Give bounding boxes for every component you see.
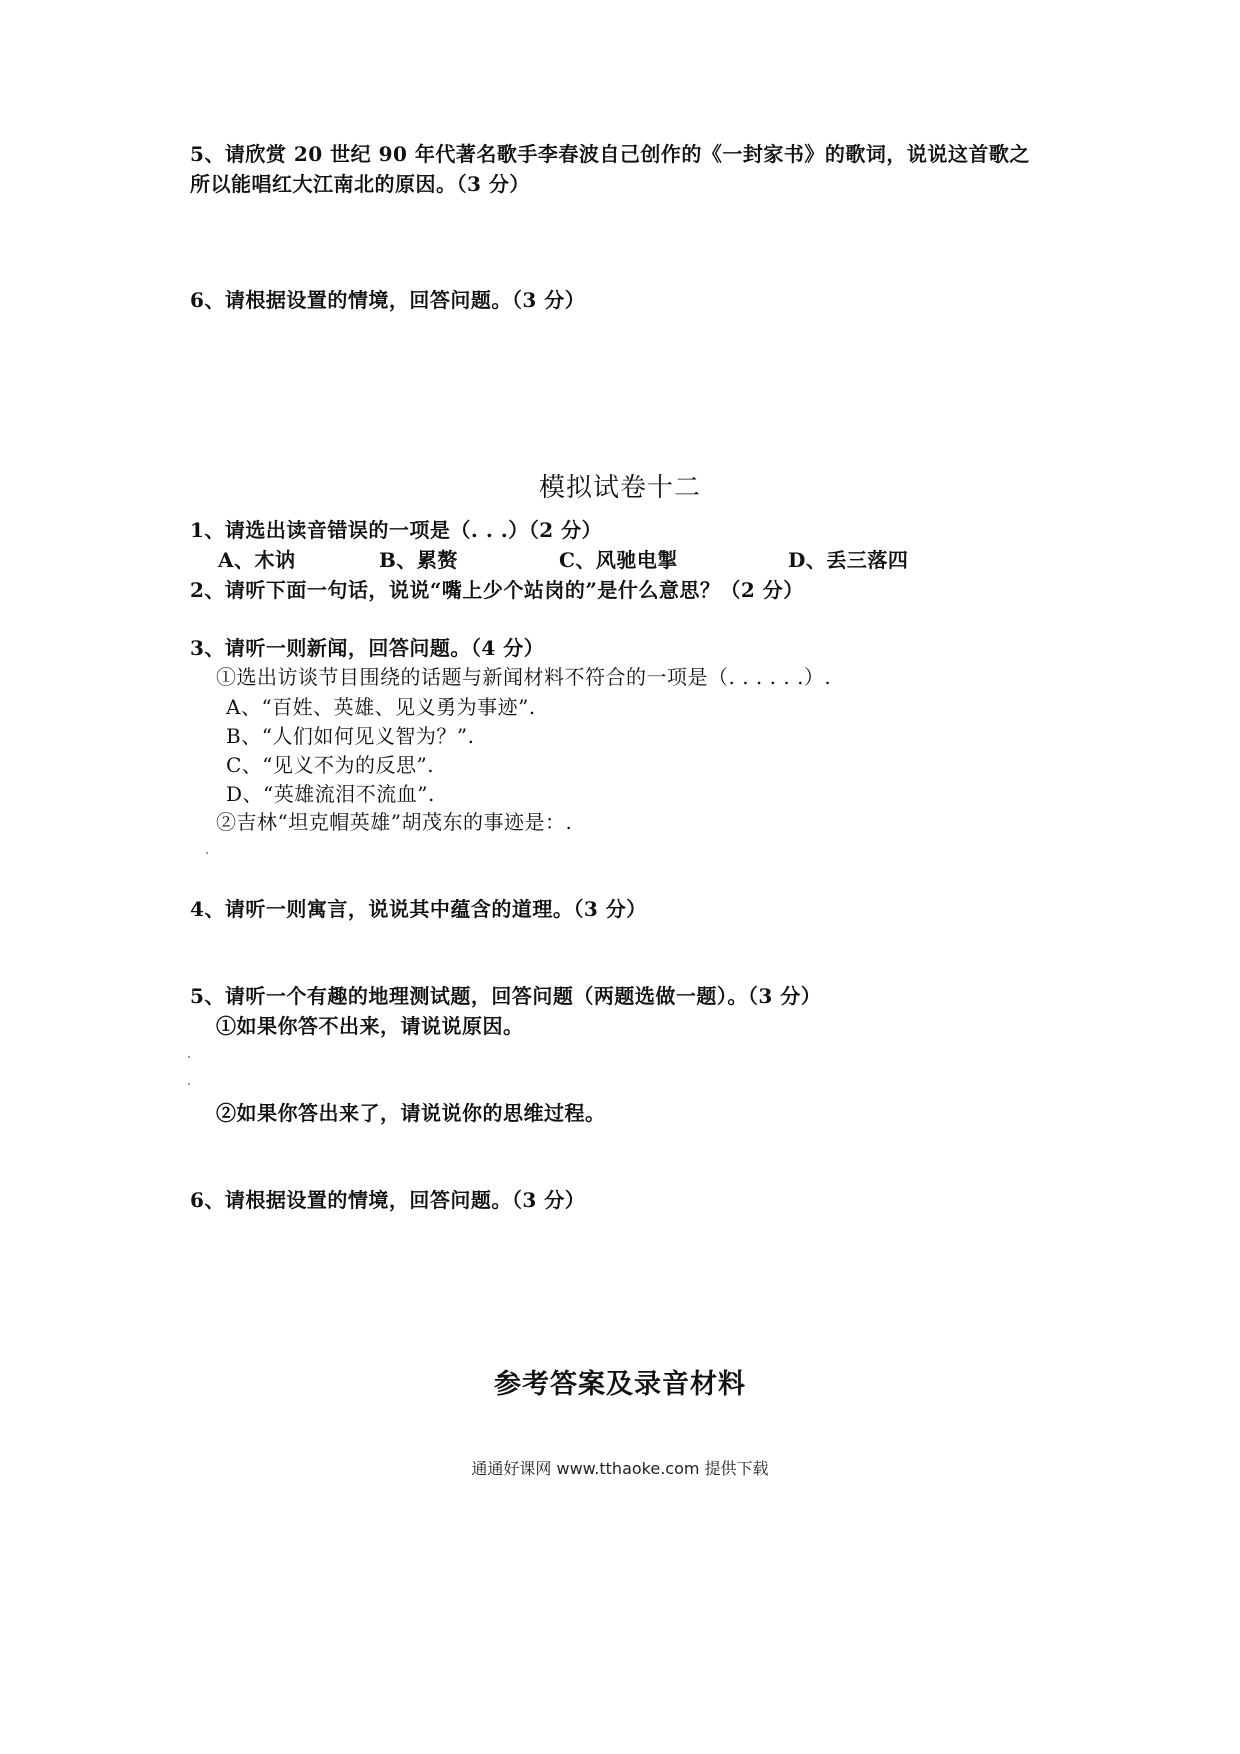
exam12-question-1: 1、请选出读音错误的一项是（. . .）（2 分） [190,518,603,542]
question-3-option-c: C、“见义不为的反思”. [226,753,435,777]
option-d: D、丢三落四 [788,548,909,572]
option-b: B、累赘 [379,548,458,572]
question-3-option-d: D、“英雄流泪不流血”. [226,782,435,806]
option-c: C、风驰电掣 [559,548,678,572]
page-footer: 通通好课网 www.tthaoke.com 提供下载 [471,1459,769,1478]
exam12-question-4: 4、请听一则寓言，说说其中蕴含的道理。（3 分） [190,897,647,921]
question-3-option-b: B、“人们如何见义智为？”. [226,724,475,748]
scan-speck [206,852,208,854]
scan-speck [188,1056,190,1058]
exam12-question-3: 3、请听一则新闻，回答问题。（4 分） [190,636,545,660]
option-a: A、木讷 [218,548,296,572]
question-5-line-2: 所以能唱红大江南北的原因。（3 分） [190,172,530,196]
exam12-question-6: 6、请根据设置的情境，回答问题。（3 分） [190,1188,586,1212]
question-3-sub-1: ①选出访谈节目围绕的话题与新闻材料不符合的一项是（. . . . . .）. [216,665,832,689]
question-3-sub-2: ②吉林“坦克帽英雄”胡茂东的事迹是：. [216,810,573,834]
question-6: 6、请根据设置的情境，回答问题。（3 分） [190,288,586,312]
question-5-sub-1: ①如果你答不出来，请说说原因。 [216,1014,524,1038]
exam12-question-2: 2、请听下面一句话，说说“嘴上少个站岗的”是什么意思？（2 分） [190,578,804,602]
exam-title: 模拟试卷十二 [538,473,701,503]
exam12-question-5: 5、请听一个有趣的地理测试题，回答问题（两题选做一题）。（3 分） [190,984,822,1008]
question-5-line-1: 5、请欣赏 20 世纪 90 年代著名歌手李春波自己创作的《一封家书》的歌词，说说这首歌之 [190,142,1030,166]
question-3-option-a: A、“百姓、英雄、见义勇为事迹”. [226,695,536,719]
scan-speck [188,1083,190,1085]
question-1-options [218,544,908,573]
answers-heading: 参考答案及录音材料 [494,1369,746,1400]
question-5-sub-2: ②如果你答出来了，请说说你的思维过程。 [216,1101,606,1125]
